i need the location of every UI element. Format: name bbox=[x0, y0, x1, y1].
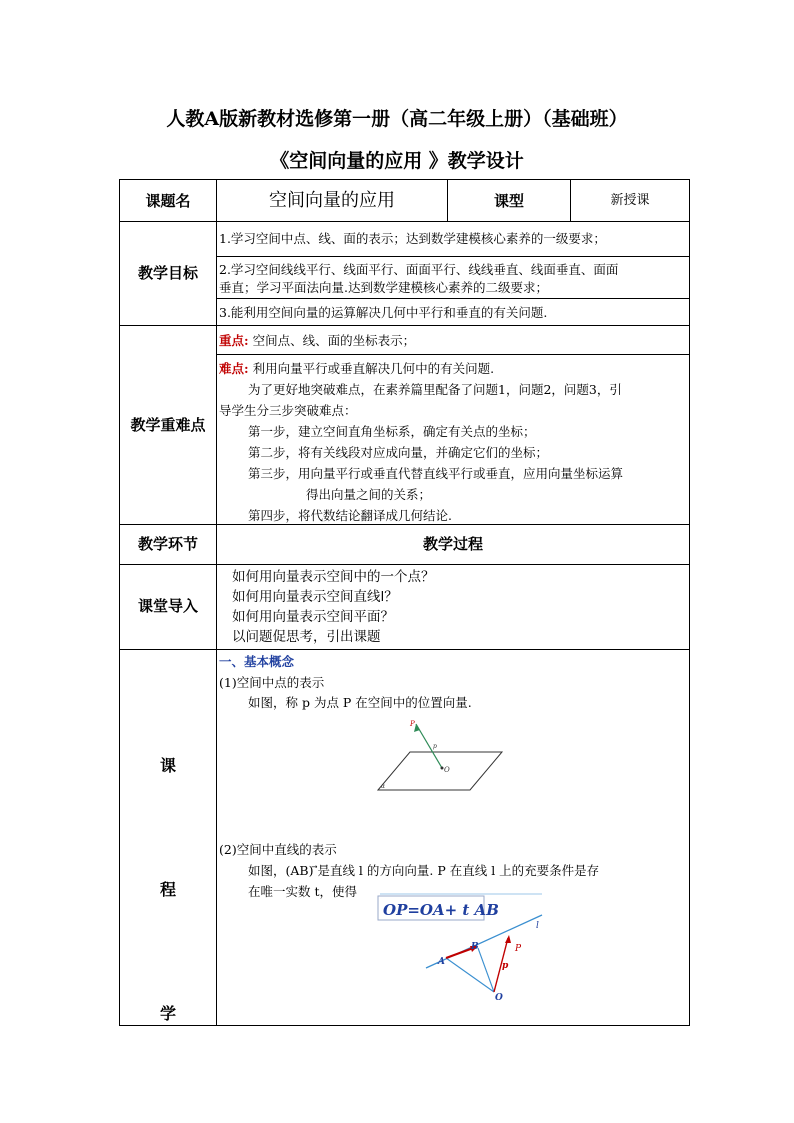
section-title: 基本概念 bbox=[244, 654, 295, 669]
difficulty-para1: 为了更好地突破难点，在素养篇里配备了问题1，问题2，问题3，引 bbox=[248, 382, 622, 397]
section-header-left: 教学环节 bbox=[137, 535, 198, 553]
section-heading bbox=[219, 652, 679, 672]
position-vector-figure bbox=[370, 712, 510, 796]
intro-line-3: 如何用向量表示空间平面？ bbox=[232, 609, 394, 625]
subsection-2-line2: 在唯一实数 t，使得 bbox=[248, 884, 357, 899]
label-A: A bbox=[438, 957, 445, 967]
segment-OA bbox=[446, 958, 494, 992]
step-3: 第三步，用向量平行或垂直代替直线平行或垂直，应用向量坐标运算 bbox=[248, 466, 624, 481]
section-num: 一、 bbox=[219, 654, 245, 669]
label-O: O bbox=[495, 993, 503, 1002]
vector-OP-arrowhead bbox=[505, 935, 511, 943]
section-header-right: 教学过程 bbox=[422, 535, 483, 553]
subsection-1-title: (1)空间中点的表示 bbox=[219, 675, 325, 690]
label-O: O bbox=[444, 766, 450, 774]
key-points-label: 教学重难点 bbox=[130, 416, 206, 434]
step-4: 第四步，将代数结论翻译成几何结论. bbox=[248, 508, 452, 523]
subsection-2-title: (2)空间中直线的表示 bbox=[219, 842, 337, 857]
objective-2: 2.学习空间线线平行、线面平行、面面平行、线线垂直、线面垂直、面面 bbox=[219, 262, 619, 277]
objective-2-cont: 垂直；学习平面法向量.达到数学建模核心素养的二级要求； bbox=[219, 280, 548, 295]
step-2: 第二步，将有关线段对应成向量，并确定它们的坐标； bbox=[248, 445, 549, 460]
plane-alpha bbox=[378, 752, 502, 790]
step-3-cont: 得出向量之间的关系； bbox=[306, 487, 432, 502]
segment-OB bbox=[478, 948, 494, 992]
label-B: B bbox=[471, 942, 479, 952]
label-vec-p: p bbox=[433, 743, 437, 750]
process-label-char-2: 程 bbox=[159, 880, 176, 899]
difficulty-para2: 导学生分三步突破难点： bbox=[219, 403, 357, 418]
vector-p-line bbox=[416, 724, 442, 768]
focus-tag: 重点: bbox=[219, 333, 249, 348]
type-value: 新授课 bbox=[610, 193, 650, 208]
topic-label: 课题名 bbox=[145, 192, 191, 210]
subsection-1-text: 如图，称 p 为点 P 在空间中的位置向量. bbox=[248, 695, 472, 710]
objectives-label: 教学目标 bbox=[137, 264, 198, 282]
label-P: P bbox=[515, 944, 522, 954]
intro-line-2: 如何用向量表示空间直线l？ bbox=[232, 589, 398, 605]
label-P: P bbox=[410, 720, 415, 728]
label-vec-p: p bbox=[502, 961, 509, 971]
difficulty-line bbox=[219, 359, 689, 379]
difficulty-tag: 难点: bbox=[219, 361, 249, 376]
objective-1: 1.学习空间中点、线、面的表示；达到数学建模核心素养的一级要求； bbox=[219, 231, 606, 246]
line-direction-figure bbox=[374, 890, 546, 1002]
process-label-char-1: 课 bbox=[159, 756, 176, 775]
intro-label: 课堂导入 bbox=[137, 597, 198, 615]
document-title-line1: 人教A版新教材选修第一册（高二年级上册）（基础班） bbox=[166, 108, 628, 130]
objective-3: 3.能利用空间向量的运算解决几何中平行和垂直的有关问题. bbox=[219, 305, 548, 320]
intro-line-4: 以问题促思考，引出课题 bbox=[232, 629, 381, 645]
label-l: l bbox=[536, 921, 539, 931]
document-title-line2: 《空间向量的应用 》教学设计 bbox=[270, 150, 524, 172]
focus-line bbox=[219, 331, 689, 351]
process-label-char-3: 学 bbox=[159, 1004, 176, 1023]
label-alpha: α bbox=[381, 783, 386, 790]
intro-line-1: 如何用向量表示空间中的一个点？ bbox=[232, 569, 435, 585]
topic-value: 空间向量的应用 bbox=[269, 190, 395, 211]
subsection-2-line1: 如图，(AB) ⃗是直线 l 的方向向量. P 在直线 l 上的充要条件是存 bbox=[248, 863, 600, 878]
type-label: 课型 bbox=[493, 192, 524, 210]
difficulty-text: 利用向量平行或垂直解决几何中的有关问题. bbox=[252, 361, 495, 376]
step-1: 第一步，建立空间直角坐标系，确定有关点的坐标； bbox=[248, 424, 536, 439]
focus-text: 空间点、线、面的坐标表示； bbox=[252, 333, 416, 348]
formula-text: OP=OA+ t AB bbox=[383, 901, 499, 919]
